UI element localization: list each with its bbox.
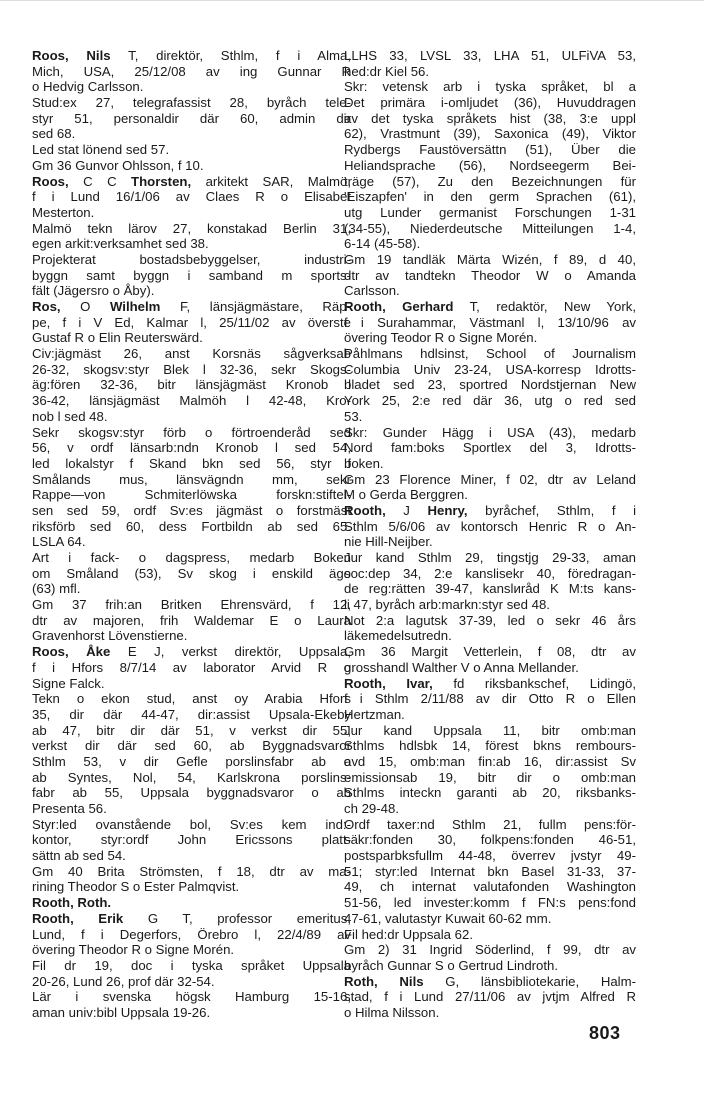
text-line [32,126,351,142]
text-line [344,425,636,441]
text-line [32,738,351,754]
entry-text: Fil hed:dr Uppsala 62. [344,926,474,942]
text-line [344,393,636,409]
entry-name: Wilhelm [109,299,161,314]
text-line [32,864,351,880]
text-line [344,848,636,864]
entry-text: Gm 23 Florence Miner, f 02, dtr av Leland [344,471,636,487]
text-line [344,362,636,378]
entry-name: Rooth, Roth. [32,895,112,911]
text-line [344,283,636,299]
entry-text: grosshandl Walther V o Anna Mellander. [344,659,579,675]
entry-text: arkitekt SAR, Malmö, [191,173,351,189]
entry-text: postsparbksfullm 44-48, överrev jvstyr 49- [344,848,636,864]
text-line [344,832,636,848]
text-line [32,95,351,111]
text-line [344,377,636,393]
entry-text: li 47, byråch arb:markn:styr sed 48. [344,597,550,613]
entry-text: Gm 2) 31 Ingrid Söderlind, f 99, dtr av [344,942,636,958]
entry-text: Not 2:a lagutsk 37-39, led o sekr 46 års [344,612,636,628]
entry-text: led lokalstyr f Skand bkn sed 56, styr f [32,455,351,471]
text-line [344,958,636,974]
text-line [32,1005,351,1021]
entry-text: f i Lund 16/1/06 av Claes R o Elisabet [32,189,351,205]
entry-text: av det tyska språkets hist (38, 3:e uppl [344,110,636,126]
entry-text: 26-32, skogsv:styr Blek l 32-36, sekr Skogs- [32,361,351,377]
entry-text: (63) mfl. [32,581,81,597]
text-line [344,550,636,566]
entry-text: 56, v ordf länsarb:ndn Kronob l sed 54, [32,440,351,456]
entry-text: dtr av tandtekn Theodor W o Amanda [344,267,636,283]
entry-text: f i Sthlm 2/11/88 av dir Otto R o Ellen [344,691,636,707]
text-line [344,770,636,786]
text-line [344,1005,636,1021]
entry-text: boken. [344,455,384,471]
text-line [344,519,636,535]
text-line [32,832,351,848]
text-line [32,848,351,864]
text-line [32,879,351,895]
entry-text: Mich, USA, 25/12/08 av ing Gunnar R [32,63,351,79]
entry-text: kontor, styr:ordf John Ericssons platt- [32,832,351,848]
entry-text: om Småland (53), Sv skog i enskild ägo [32,565,351,581]
entry-text: läkemedelsutredn. [344,628,452,644]
text-line [32,597,351,613]
text-line [344,613,636,629]
text-line [344,330,636,346]
text-line [32,64,351,80]
entry-text: sättn ab sed 54. [32,848,126,864]
entry-text: Civ:jägmäst 26, anst Korsnäs sågverksab [32,346,351,362]
entry-text: F, länsjägmästare, Räp- [160,299,351,314]
text-line [32,252,351,268]
text-line [344,801,636,817]
text-line [32,801,351,817]
text-line [344,174,636,190]
text-line [344,691,636,707]
text-line [32,158,351,174]
entry-text: hed:dr Kiel 56. [344,63,430,79]
text-line [32,707,351,723]
text-line [344,644,636,660]
text-line [32,942,351,958]
text-line [344,989,636,1005]
entry-text: verkst dir där sed 60, ab Byggnadsvaror [32,738,351,754]
text-line [32,236,351,252]
entry-text: Gm 37 frih:an Britken Ehrensvärd, f 12, [32,597,351,613]
text-line [344,315,636,331]
entry-text: ch 29-48. [344,801,399,816]
text-line [344,785,636,801]
text-line [344,723,636,739]
text-line [344,268,636,284]
entry-text: Tekn o ekon stud, anst oy Arabia Hfors [32,691,351,707]
entry-text: Hertzman. [344,706,405,722]
text-line [32,174,351,190]
entry-text: sed 68. [32,126,76,142]
text-line [32,676,351,692]
entry-text: 20-26, Lund 26, prof där 32-54. [32,973,215,989]
entry-text: Gm 36 Gunvor Ohlsson, f 10. [32,157,204,173]
text-line [344,95,636,111]
text-line [32,974,351,990]
text-line [344,221,636,237]
entry-name: Henry, [427,502,468,518]
text-line [32,628,351,644]
entry-text: Gustaf R o Elin Reuterswärd. [32,330,203,346]
text-line [32,472,351,488]
text-line [32,581,351,597]
text-line [32,48,351,64]
entry-name: Roos, Åke [32,644,111,660]
text-line [32,377,351,393]
entry-text: G T, professor emeritus, [123,910,351,926]
entry-text: G, länsbibliotekarie, Halm- [423,973,636,989]
entry-text: Led stat lönend sed 57. [32,142,170,158]
text-line [32,989,351,1005]
text-line [344,581,636,597]
entry-text: 36-42, länsjägmäst Malmöh l 42-48, Kro- [32,393,351,409]
entry-text: Stud:ex 27, telegrafassist 28, byråch tele- [32,95,351,111]
entry-name: Rooth, Gerhard [344,299,454,314]
entry-text: övering Theodor R o Signe Morén. [32,942,235,958]
entry-text: f i Surahammar, Västmanl l, 13/10/96 av [344,314,636,330]
entry-text: 51-56, led invester:komm f FN:s pens:fond [344,895,636,911]
text-line [32,79,351,95]
text-line [344,158,636,174]
entry-text: Gm 19 tandläk Märta Wizén, f 89, d 40, [344,251,636,267]
text-line [32,613,351,629]
text-line [344,817,636,833]
entry-text: fd riksbankschef, Lidingö, [432,675,636,691]
entry-text: styr 51, personaldir där 60, admin dir [32,110,351,126]
entry-name: Rooth, Ivar, [344,675,433,691]
text-line [344,299,636,315]
entry-text: de reg:rätten 39-47, kanslиråd K M:ts kans- [344,581,636,597]
text-line [32,927,351,943]
entry-text: Columbia Univ 23-24, USA-korresp Idrotts- [344,361,636,377]
text-line [344,974,636,990]
entry-text: Jur kand Uppsala 11, bitr omb:man [344,722,636,738]
text-line [32,785,351,801]
text-line [32,268,351,284]
entry-text: fält (Jägersro o Åby). [32,283,155,299]
text-line [344,79,636,95]
entry-text: o Hilma Nilsson. [344,1004,440,1020]
entry-name: Roos, [32,173,69,189]
text-line [32,111,351,127]
top-edge-rule [0,0,704,1]
text-line [344,64,636,80]
entry-text: avd 15, omb:man fin:ab 16, dir:assist Sv [344,753,636,769]
text-line [32,770,351,786]
entry-text: LSLA 64. [32,534,86,550]
entry-text: Påhlmans hdlsinst, School of Journalism [344,346,636,362]
text-line [32,456,351,472]
entry-text: träge (57), Zu den Bezeichnungen für [344,173,636,189]
entry-text: 49, ch internat valutafonden Washington [344,879,636,895]
entry-text: 53. [344,408,363,424]
entry-text: 62), Vrastmunt (39), Saxonica (49), Viktor [344,126,636,142]
text-line [344,597,636,613]
entry-name: Rooth, Erik [32,910,124,926]
text-line [32,205,351,221]
entry-text: 51; styr:led Internat bkn Basel 31-33, 37- [344,863,636,879]
text-line [344,456,636,472]
text-line [32,911,351,927]
text-line [344,676,636,692]
entry-text: Rydbergs Faustöversättn (51), Über die [344,142,636,158]
entry-name: Ros, [32,299,61,314]
text-line [32,440,351,456]
text-line [32,550,351,566]
entry-text: Projekterat bostadsbebyggelser, industri- [32,251,351,267]
entry-text: Styr:led ovanstående bol, Sv:es kem ind:- [32,816,351,832]
entry-text: Ordf taxer:nd Sthlm 21, fullm pens:för- [344,816,636,832]
text-line [344,503,636,519]
entry-text: York 25, 2:e red där 36, utg o red sed [344,393,636,409]
text-line [32,409,351,425]
text-line [32,566,351,582]
text-line [32,817,351,833]
left-column [32,48,351,1021]
text-line [344,48,636,64]
entry-text: (34-55), Niederdeutsche Mitteilungen 1-4, [344,220,636,236]
entry-name: Thorsten, [131,173,192,189]
text-line [344,707,636,723]
text-line [344,942,636,958]
entry-text: Skr: Gunder Hägg i USA (43), medarb [344,424,636,440]
text-line [344,346,636,362]
text-line [344,566,636,582]
text-line [32,958,351,974]
entry-text: Gm 40 Brita Strömsten, f 18, dtr av ma- [32,863,351,879]
entry-text: Jur kand Sthlm 29, tingstjg 29-33, aman [344,550,636,565]
entry-text: T, redaktör, New York, [453,299,636,314]
text-line [32,503,351,519]
entry-text: pe, f i V Ed, Kalmar l, 25/11/02 av överste [32,314,351,330]
text-line [344,472,636,488]
text-line [32,362,351,378]
text-line [32,425,351,441]
text-line [32,895,351,911]
entry-text: 6-14 (45-58). [344,236,421,252]
entry-text: äg:fören 32-36, bitr länsjägmäst Kronob l [32,377,351,393]
entry-text: dtr av majoren, frih Waldemar E o Laura [32,612,351,628]
entry-text: 47-61, valutastyr Kuwait 60-62 mm. [344,910,552,926]
entry-text: Malmö tekn lärov 27, konstakad Berlin 31, [32,220,351,236]
text-line [344,895,636,911]
entry-text: Presenta 56. [32,801,107,816]
entry-text: O [60,299,110,314]
text-line [32,644,351,660]
text-line [344,738,636,754]
entry-text: o Hedvig Carlsson. [32,79,144,95]
entry-text: Fil dr 19, doc i tyska språket Uppsala [32,957,351,973]
text-line [344,205,636,221]
entry-text: Lär i svenska högsk Hamburg 15-16, [32,989,351,1005]
text-line [344,534,636,550]
entry-name: Roos, Nils [32,48,111,63]
entry-text: C C [68,173,132,189]
entry-text: Sthlms inteckn garanti ab 20, riksbanks- [344,785,636,801]
entry-text: stad, f i Lund 27/11/06 av jvtjm Alfred R [344,989,636,1005]
entry-text: f i Hfors 8/7/14 av laborator Arvid R o [32,659,351,675]
entry-text: J [385,502,428,518]
text-line [32,142,351,158]
entry-text: 35, dir där 44-47, dir:assist Upsala-Ekeby [32,706,351,722]
entry-text: 'Eiszapfen' in den germ Sprachen (61), [344,189,636,205]
entry-text: emissionsab 19, bitr dir o omb:man [344,769,636,785]
entry-text: riksförb sed 60, dess Fortbildn ab sed 65. [32,518,351,534]
text-line [32,283,351,299]
entry-text: LLHS 33, LVSL 33, LHA 51, ULFiVA 53, [344,48,636,63]
text-line [32,393,351,409]
text-line [32,723,351,739]
entry-text: Heliandsprache (56), Nordseegerm Bei- [344,157,636,173]
entry-text: T, direktör, Sthlm, f i Alma, [110,48,351,63]
entry-text: M o Gerda Berggren. [344,487,468,503]
entry-text: ab 47, bitr dir där 51, v verkst dir 55, [32,722,351,738]
entry-name: Roth, Nils [344,973,424,989]
text-line [32,487,351,503]
entry-text: nie Hill-Neijber. [344,534,433,550]
entry-text: bladet sed 23, sportred Nordstjernan New [344,377,636,393]
text-line [344,864,636,880]
entry-text: utg Lunder germanist Forschungen 1-31 [344,204,636,220]
entry-text: nob l sed 48. [32,408,108,424]
entry-text: fabr ab 55, Uppsala byggnadsvaror o ab [32,785,351,801]
entry-text: egen arkit:verksamhet sed 38. [32,236,209,252]
text-line [32,315,351,331]
entry-text: soc:dep 34, 2:e kanslisekr 40, föredragan- [344,565,636,581]
text-line [344,927,636,943]
entry-text: E J, verkst direktör, Uppsala, [110,644,351,660]
text-line [344,628,636,644]
text-line [344,252,636,268]
entry-text: Det primära i-omljudet (36), Huvuddragen [344,95,636,111]
text-line [344,487,636,503]
entry-text: Rappe—von Schmiterlöwska forskn:stiftel- [32,487,351,503]
text-line [32,221,351,237]
entry-text: aman univ:bibl Uppsala 19-26. [32,1004,211,1020]
text-line [344,142,636,158]
entry-text: Sthlms hdlsbk 14, förest bkns rembours- [344,738,636,754]
text-line [344,911,636,927]
text-line [344,111,636,127]
text-line [32,346,351,362]
entry-text: Sthlm 53, v dir Gefle porslinsfabr ab o [32,753,351,769]
entry-text: byråch Gunnar S o Gertrud Lindroth. [344,957,559,973]
entry-text: Carlsson. [344,283,400,299]
entry-text: Smålands mus, länsvägndn mm, sekr [32,471,351,487]
entry-text: Sthlm 5/6/06 av kontorsch Henric R o An- [344,518,636,534]
entry-text: övering Teodor R o Signe Morén. [344,330,538,346]
entry-text: Gm 36 Margit Vetterlein, f 08, dtr av [344,644,636,660]
text-line [32,534,351,550]
entry-text: Signe Falck. [32,675,105,691]
text-line [344,440,636,456]
text-line [32,691,351,707]
entry-text: Sekr skogsv:styr förb o förtroenderåd sed [32,424,351,440]
right-column [344,48,636,1021]
text-line [344,126,636,142]
entry-text: byråchef, Sthlm, f i [467,502,636,518]
text-line [32,299,351,315]
entry-text: Lund, f i Degerfors, Örebro l, 22/4/89 av [32,926,351,942]
text-line [344,879,636,895]
text-line [32,189,351,205]
text-line [344,660,636,676]
text-line [344,409,636,425]
entry-text: Art i fack- o dagspress, medarb Boken [32,550,351,565]
text-line [32,330,351,346]
entry-text: byggn samt byggn i samband m sports- [32,267,351,283]
text-line [344,189,636,205]
entry-text: sen sed 59, ordf Sv:es jägmäst o forstmäst [32,502,351,518]
text-line [344,754,636,770]
text-line [32,519,351,535]
text-line [32,660,351,676]
entry-text: Nord fam:boks Sportlex del 3, Idrotts- [344,440,636,456]
entry-text: ab Syntes, Nol, 54, Karlskrona porslins- [32,769,351,785]
entry-text: Skr: vetensk arb i tyska språket, bl a [344,79,636,95]
page-number: 803 [589,1023,621,1043]
entry-name: Rooth, [344,502,386,518]
entry-text: Gravenhorst Lövenstierne. [32,628,188,644]
text-line [344,236,636,252]
entry-text: rining Theodor S o Ester Palmqvist. [32,879,240,895]
entry-text: Mesterton. [32,204,95,220]
entry-text: säkr:fonden 30, folkpens:fonden 46-51, [344,832,636,848]
text-line [32,754,351,770]
